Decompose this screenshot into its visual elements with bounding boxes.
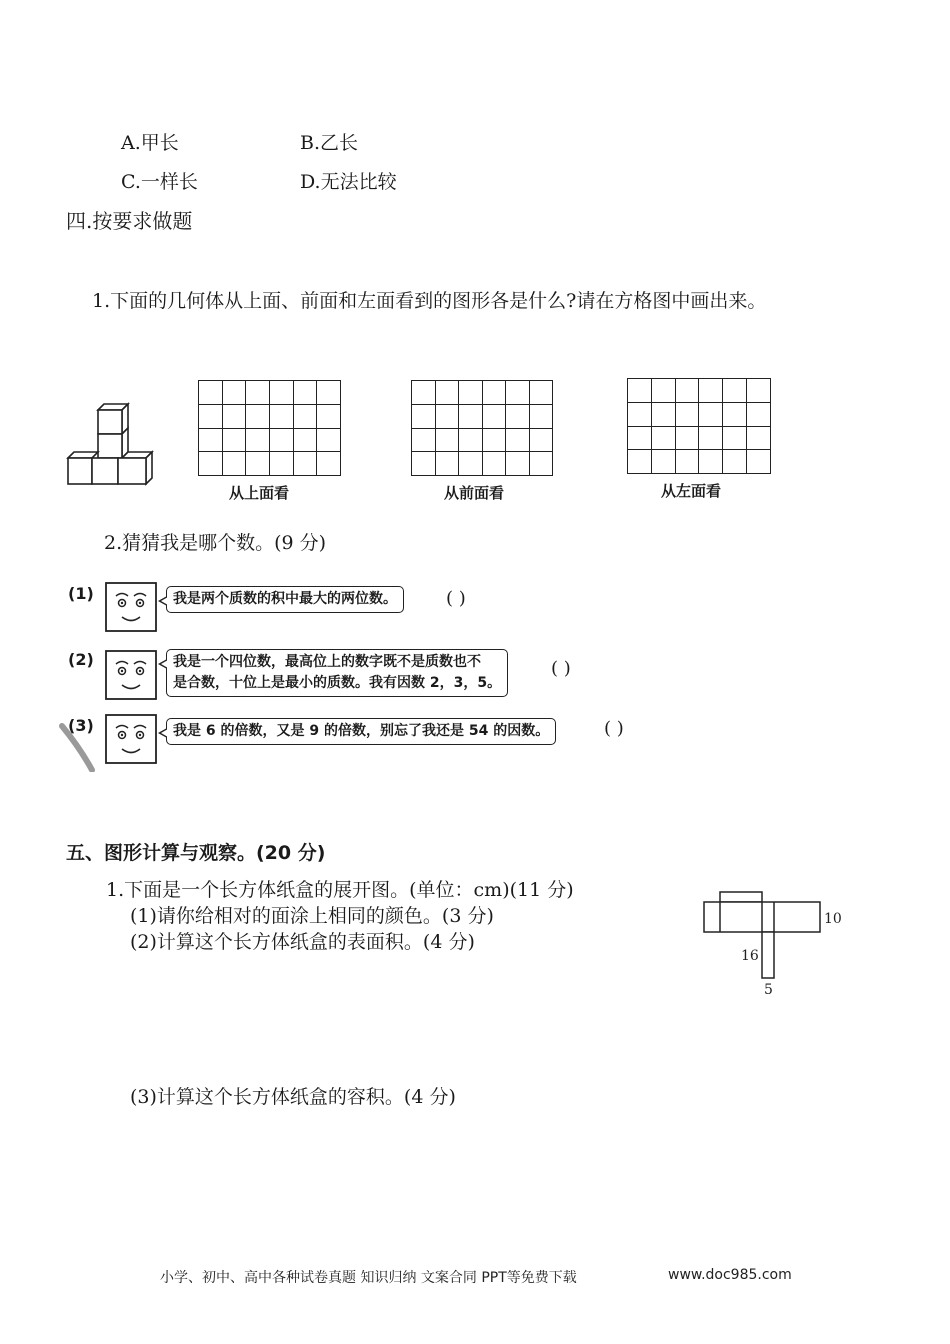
net-label-length: 16 xyxy=(741,948,759,964)
item-3-number: (3) xyxy=(68,716,94,735)
speech-bubble-2 xyxy=(166,649,508,697)
face-icon xyxy=(105,714,157,764)
face-icon xyxy=(105,582,157,632)
box-net-diagram xyxy=(700,885,850,1000)
option-b: B.乙长 xyxy=(300,132,359,154)
bubble-2-line-1: 我是一个四位数，最高位上的数字既不是质数也不 xyxy=(173,654,481,670)
answer-blank-2[interactable]: ( ) xyxy=(551,658,571,679)
bubble-2-line-2: 是合数，十位上是最小的质数。我有因数 2，3，5。 xyxy=(173,675,502,691)
q2-text: 2.猜猜我是哪个数。(9 分) xyxy=(104,532,327,554)
q5-1-sub-3: (3)计算这个长方体纸盒的容积。(4 分) xyxy=(130,1086,456,1108)
net-bottom-flap xyxy=(762,932,774,978)
q5-1-sub-1: (1)请你给相对的面涂上相同的颜色。(3 分) xyxy=(130,905,494,927)
q1-text: 1.下面的几何体从上面、前面和左面看到的图形各是什么?请在方格图中画出来。 xyxy=(92,290,767,312)
option-d: D.无法比较 xyxy=(300,171,397,193)
face-icon xyxy=(105,650,157,700)
grid-left-view[interactable] xyxy=(627,378,771,474)
item-2-number: (2) xyxy=(68,650,94,669)
footer-text: 小学、初中、高中各种试卷真题 知识归纳 文案合同 PPT等免费下载 xyxy=(160,1270,577,1286)
bubble-3-text: 我是 6 的倍数，又是 9 的倍数，别忘了我还是 54 的因数。 xyxy=(173,723,550,739)
grid-top-view[interactable] xyxy=(198,380,341,476)
scan-artifact-decoration xyxy=(58,722,98,772)
option-a: A.甲长 xyxy=(121,132,179,154)
bubble-1-text: 我是两个质数的积中最大的两位数。 xyxy=(173,591,397,607)
grid-front-view[interactable] xyxy=(411,380,553,476)
label-left-view: 从左面看 xyxy=(661,482,722,500)
label-front-view: 从前面看 xyxy=(444,484,505,502)
item-1-number: (1) xyxy=(68,584,94,603)
net-top-flap xyxy=(720,892,762,902)
section-4-title: 四.按要求做题 xyxy=(66,209,193,233)
answer-blank-1[interactable]: ( ) xyxy=(446,588,466,609)
footer-link[interactable]: www.doc985.com xyxy=(668,1267,792,1283)
q5-1-sub-2: (2)计算这个长方体纸盒的表面积。(4 分) xyxy=(130,931,475,953)
net-label-height: 10 xyxy=(824,911,842,927)
section-5-title: 五、图形计算与观察。(20 分) xyxy=(66,842,326,864)
cube-front-face xyxy=(98,410,122,434)
q5-1-text: 1.下面是一个长方体纸盒的展开图。(单位：cm)(11 分) xyxy=(106,879,574,901)
label-top-view: 从上面看 xyxy=(229,484,290,502)
net-label-width: 5 xyxy=(764,982,773,998)
cube-stack-figure xyxy=(62,398,158,490)
answer-blank-3[interactable]: ( ) xyxy=(604,718,624,739)
speech-bubble-1 xyxy=(166,586,404,613)
speech-bubble-3 xyxy=(166,718,556,745)
option-c: C.一样长 xyxy=(121,171,198,193)
